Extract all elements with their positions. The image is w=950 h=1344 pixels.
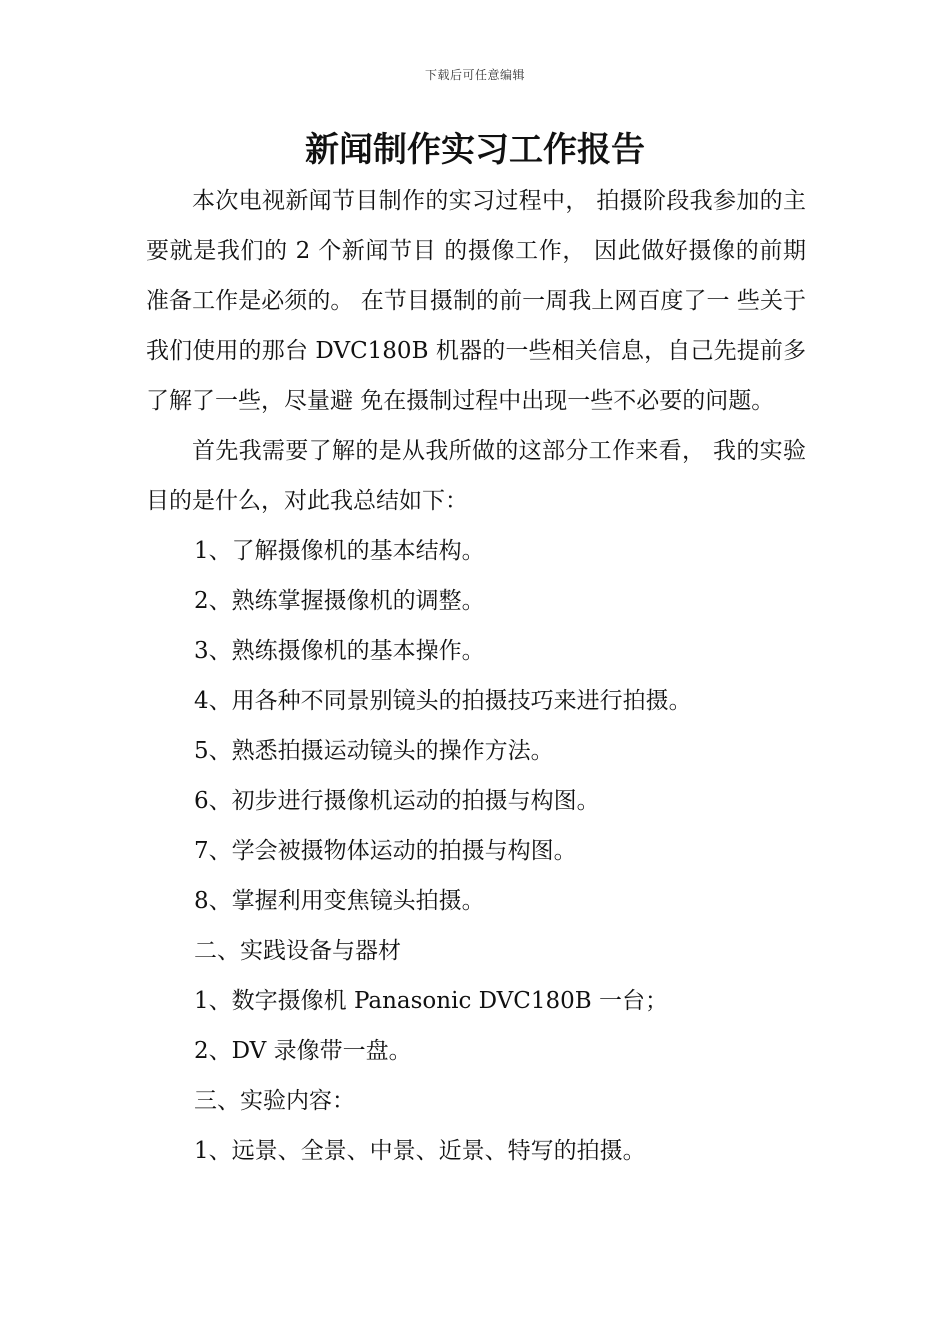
objective-item: 5、熟悉拍摄运动镜头的操作方法。 [194, 738, 554, 764]
objectives-intro-paragraph: 首先我需要了解的是从我所做的这部分工作来看， 我的实验目的是什么，对此我总结如下： [146, 438, 806, 514]
document-title: 新闻制作实习工作报告 [305, 130, 645, 170]
objective-item: 4、用各种不同景别镜头的拍摄技巧来进行拍摄。 [194, 688, 692, 714]
section-heading-equipment: 二、实践设备与器材 [194, 938, 401, 964]
section-heading-content: 三、实验内容： [194, 1088, 355, 1114]
objective-item: 8、掌握利用变焦镜头拍摄。 [194, 888, 485, 914]
objective-item: 7、学会被摄物体运动的拍摄与构图。 [194, 838, 577, 864]
equipment-item: 1、数字摄像机 Panasonic DVC180B 一台； [194, 988, 668, 1014]
intro-paragraph: 本次电视新闻节目制作的实习过程中， 拍摄阶段我参加的主要就是我们的 2 个新闻节目 的摄像工作， 因此做好摄像的前期准备工作是必须的。 在节目摄制的前一周我上网百度了一 些关于我们使用的那台 DVC180B 机器的一些相关信息，自己先提前多了解了一些，尽量避 免在摄制过程中出现一些不必要的问题。 [146, 188, 806, 414]
equipment-item: 2、DV 录像带一盘。 [194, 1038, 412, 1064]
objective-item: 3、熟练摄像机的基本操作。 [194, 638, 485, 664]
content-item: 1、远景、全景、中景、近景、特写的拍摄。 [194, 1138, 646, 1164]
document-body [146, 176, 806, 1176]
objective-item: 1、了解摄像机的基本结构。 [194, 538, 485, 564]
header-note: 下载后可任意编辑 [424, 68, 525, 82]
objective-item: 6、初步进行摄像机运动的拍摄与构图。 [194, 788, 600, 814]
objective-item: 2、熟练掌握摄像机的调整。 [194, 588, 485, 614]
